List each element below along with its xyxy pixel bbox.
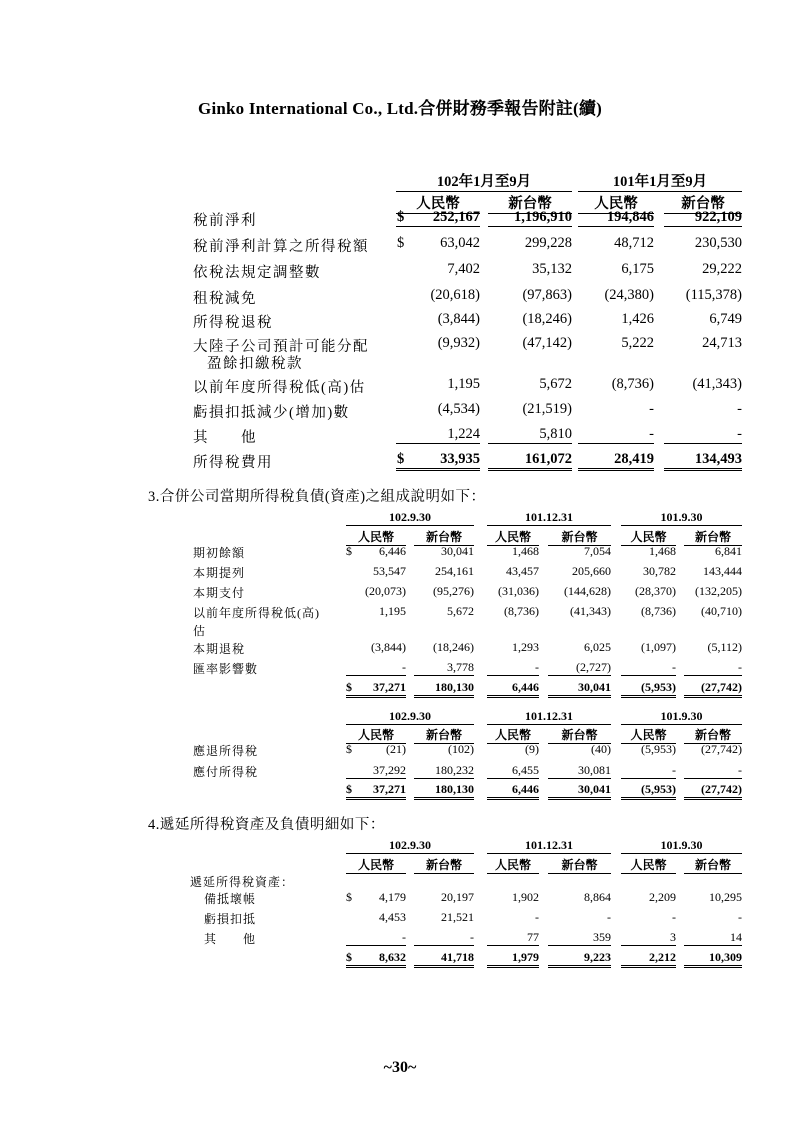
dollar-sign: $ (346, 742, 352, 756)
currency-header: 人民幣 (346, 726, 406, 744)
period-header: 101.12.31 (487, 838, 611, 854)
row-label: 其 他 (204, 932, 257, 946)
value-cell: 1,902 (512, 890, 539, 904)
value-cell: 29,222 (702, 261, 742, 277)
row-label-continuation: 估 (193, 624, 207, 638)
value-cell: (4,534) (437, 401, 480, 417)
value-cell: 1,468 (649, 544, 676, 558)
row-label: 應付所得稅 (193, 765, 259, 779)
value-cell: 359 (548, 930, 611, 946)
value-cell: 254,161 (435, 564, 474, 578)
currency-header: 人民幣 (621, 726, 676, 744)
currency-header: 人民幣 (487, 856, 539, 874)
value-cell: (5,953) (621, 680, 676, 698)
value-cell: - (414, 930, 474, 946)
value-cell: 10,309 (684, 950, 742, 968)
value-cell: (5,953) (621, 782, 676, 800)
value-cell: 134,493 (664, 451, 742, 471)
value-cell: 1,224 (396, 426, 480, 444)
value-cell: 5,672 (539, 376, 572, 392)
dollar-sign: $ (346, 544, 352, 558)
value-cell: 7,402 (447, 261, 480, 277)
value-cell: (95,276) (433, 584, 474, 598)
value-cell: (132,205) (695, 584, 742, 598)
value-cell: 6,446 (487, 680, 539, 698)
currency-header: 新台幣 (664, 192, 742, 214)
value-cell: - (684, 763, 742, 779)
value-cell: 53,547 (373, 564, 406, 578)
value-cell: 24,713 (702, 335, 742, 351)
value-cell: 6,749 (709, 311, 742, 327)
value-cell: (40) (591, 742, 611, 756)
dollar-sign: $ (397, 209, 405, 225)
row-label: 虧損扣抵減少(增加)數 (193, 405, 350, 421)
value-cell: 8,632 (346, 950, 406, 968)
value-cell: 4,179 (379, 890, 406, 904)
currency-header: 新台幣 (548, 726, 611, 744)
currency-header: 人民幣 (487, 528, 539, 546)
page-title: Ginko International Co., Ltd.合併財務季報告附註(續) (198, 99, 602, 118)
period-header: 101.9.30 (621, 838, 742, 854)
value-cell: (8,736) (611, 376, 654, 392)
row-label-continuation: 盈餘扣繳稅款 (207, 356, 303, 372)
row-label: 以前年度所得稅低(高)估 (193, 380, 366, 396)
value-cell: - (621, 763, 676, 779)
row-label: 本期提列 (193, 566, 246, 580)
value-cell: 20,197 (441, 890, 474, 904)
value-cell: - (737, 401, 742, 417)
row-label: 應退所得稅 (193, 744, 259, 758)
section-3-title: 3.合併公司當期所得稅負債(資產)之組成說明如下： (148, 489, 486, 505)
value-cell: - (578, 426, 654, 444)
period-header: 102.9.30 (346, 510, 474, 526)
period-header: 101.9.30 (621, 709, 742, 725)
value-cell: 299,228 (524, 235, 572, 251)
currency-header: 人民幣 (487, 726, 539, 744)
value-cell: 48,712 (614, 235, 654, 251)
value-cell: (5,953) (641, 742, 676, 756)
value-cell: 922,109 (664, 209, 742, 227)
value-cell: (8,736) (641, 604, 676, 618)
value-cell: (102) (448, 742, 474, 756)
row-label: 稅前淨利 (193, 213, 257, 229)
value-cell: (1,097) (641, 640, 676, 654)
value-cell: - (664, 426, 742, 444)
value-cell: 1,195 (379, 604, 406, 618)
dollar-sign: $ (397, 451, 405, 467)
value-cell: - (346, 930, 406, 946)
value-cell: 14 (684, 930, 742, 946)
value-cell: (40,710) (701, 604, 742, 618)
row-label: 所得稅費用 (193, 455, 273, 471)
value-cell: 230,530 (694, 235, 742, 251)
dollar-sign: $ (346, 950, 352, 964)
row-label: 租稅減免 (193, 291, 257, 307)
value-cell: 1,195 (447, 376, 480, 392)
value-cell: 6,175 (621, 261, 654, 277)
value-cell: (24,380) (604, 287, 654, 303)
value-cell: 9,223 (548, 950, 611, 968)
currency-header: 人民幣 (621, 856, 676, 874)
dollar-sign: $ (346, 680, 352, 694)
period-header: 102.9.30 (346, 838, 474, 854)
value-cell: 6,446 (487, 782, 539, 800)
value-cell: (27,742) (701, 742, 742, 756)
group-label: 遞延所得稅資產： (190, 875, 295, 889)
value-cell: (20,073) (365, 584, 406, 598)
value-cell: - (346, 660, 406, 676)
value-cell: 1,293 (512, 640, 539, 654)
currency-header: 新台幣 (414, 726, 474, 744)
value-cell: (27,742) (684, 782, 742, 800)
value-cell: 8,864 (584, 890, 611, 904)
value-cell: 33,935 (396, 451, 480, 471)
value-cell: 5,672 (447, 604, 474, 618)
value-cell: 194,846 (578, 209, 654, 227)
row-label: 稅前淨利計算之所得稅額 (193, 239, 369, 255)
currency-header: 人民幣 (621, 528, 676, 546)
value-cell: 37,271 (346, 680, 406, 698)
period-header: 101.12.31 (487, 709, 611, 725)
row-label: 以前年度所得稅低(高) (193, 606, 320, 620)
value-cell: 30,041 (441, 544, 474, 558)
row-label: 依稅法規定調整數 (193, 265, 321, 281)
value-cell: 161,072 (488, 451, 572, 471)
value-cell: (3,844) (437, 311, 480, 327)
row-label: 備抵壞帳 (204, 892, 257, 906)
value-cell: 10,295 (709, 890, 742, 904)
value-cell: (97,863) (522, 287, 572, 303)
period-header: 101.9.30 (621, 510, 742, 526)
value-cell: 37,292 (346, 763, 406, 779)
value-cell: (5,112) (707, 640, 742, 654)
value-cell: 1,196,910 (488, 209, 572, 227)
value-cell: 77 (487, 930, 539, 946)
value-cell: 7,054 (584, 544, 611, 558)
value-cell: (28,370) (635, 584, 676, 598)
row-label: 其 他 (193, 430, 257, 446)
value-cell: (47,142) (522, 335, 572, 351)
value-cell: 5,222 (621, 335, 654, 351)
value-cell: (115,378) (685, 287, 742, 303)
value-cell: (20,618) (430, 287, 480, 303)
row-label: 虧損扣抵 (204, 912, 257, 926)
row-label: 本期支付 (193, 586, 246, 600)
value-cell: 180,232 (414, 763, 474, 779)
value-cell: 2,212 (621, 950, 676, 968)
value-cell: 37,271 (346, 782, 406, 800)
value-cell: 3,778 (414, 660, 474, 676)
period-header: 101.12.31 (487, 510, 611, 526)
value-cell: (2,727) (548, 660, 611, 676)
currency-header: 新台幣 (684, 726, 742, 744)
value-cell: - (649, 401, 654, 417)
row-label: 所得稅退稅 (193, 315, 273, 331)
value-cell: 30,041 (548, 680, 611, 698)
currency-header: 新台幣 (684, 528, 742, 546)
value-cell: 28,419 (578, 451, 654, 471)
value-cell: 5,810 (488, 426, 572, 444)
value-cell: 3 (621, 930, 676, 946)
row-label: 本期退稅 (193, 642, 246, 656)
value-cell: - (487, 660, 539, 676)
value-cell: 6,446 (379, 544, 406, 558)
value-cell: (21) (386, 742, 406, 756)
value-cell: 63,042 (440, 235, 480, 251)
currency-header: 人民幣 (578, 192, 654, 214)
value-cell: 30,041 (548, 782, 611, 800)
row-label: 大陸子公司預計可能分配 (193, 339, 369, 355)
currency-header: 人民幣 (346, 528, 406, 546)
value-cell: 4,453 (379, 910, 406, 924)
currency-header: 新台幣 (548, 528, 611, 546)
value-cell: 180,130 (414, 782, 474, 800)
period-header: 102年1月至9月 (396, 170, 572, 192)
value-cell: (21,519) (522, 401, 572, 417)
value-cell: 1,426 (621, 311, 654, 327)
value-cell: (41,343) (570, 604, 611, 618)
value-cell: (31,036) (498, 584, 539, 598)
period-header: 101年1月至9月 (578, 170, 742, 192)
value-cell: (9,932) (437, 335, 480, 351)
value-cell: 21,521 (441, 910, 474, 924)
value-cell: - (621, 660, 676, 676)
value-cell: (18,246) (522, 311, 572, 327)
value-cell: (9) (525, 742, 539, 756)
currency-header: 新台幣 (414, 528, 474, 546)
currency-header: 新台幣 (488, 192, 572, 214)
value-cell: 6,455 (487, 763, 539, 779)
value-cell: (27,742) (684, 680, 742, 698)
value-cell: 143,444 (703, 564, 742, 578)
value-cell: - (607, 910, 611, 924)
value-cell: 180,130 (414, 680, 474, 698)
row-label: 期初餘額 (193, 546, 246, 560)
currency-header: 新台幣 (414, 856, 474, 874)
value-cell: - (535, 910, 539, 924)
row-label: 匯率影響數 (193, 662, 259, 676)
dollar-sign: $ (346, 890, 352, 904)
value-cell: (18,246) (433, 640, 474, 654)
section-4-title: 4.遞延所得稅資產及負債明細如下： (148, 817, 385, 833)
value-cell: 205,660 (572, 564, 611, 578)
value-cell: - (672, 910, 676, 924)
value-cell: 252,167 (396, 209, 480, 227)
value-cell: 30,081 (548, 763, 611, 779)
value-cell: (41,343) (692, 376, 742, 392)
currency-header: 人民幣 (396, 192, 480, 214)
currency-header: 新台幣 (684, 856, 742, 874)
dollar-sign: $ (397, 235, 405, 251)
value-cell: 2,209 (649, 890, 676, 904)
value-cell: 6,025 (584, 640, 611, 654)
value-cell: 43,457 (506, 564, 539, 578)
value-cell: (8,736) (504, 604, 539, 618)
value-cell: (144,628) (564, 584, 611, 598)
value-cell: 41,718 (414, 950, 474, 968)
currency-header: 人民幣 (346, 856, 406, 874)
page-number: ~30~ (383, 1059, 417, 1076)
value-cell: 35,132 (532, 261, 572, 277)
value-cell: - (738, 910, 742, 924)
period-header: 102.9.30 (346, 709, 474, 725)
value-cell: - (684, 660, 742, 676)
value-cell: 30,782 (643, 564, 676, 578)
dollar-sign: $ (346, 782, 352, 796)
value-cell: 1,468 (512, 544, 539, 558)
value-cell: (3,844) (371, 640, 406, 654)
currency-header: 新台幣 (548, 856, 611, 874)
value-cell: 6,841 (715, 544, 742, 558)
value-cell: 1,979 (487, 950, 539, 968)
